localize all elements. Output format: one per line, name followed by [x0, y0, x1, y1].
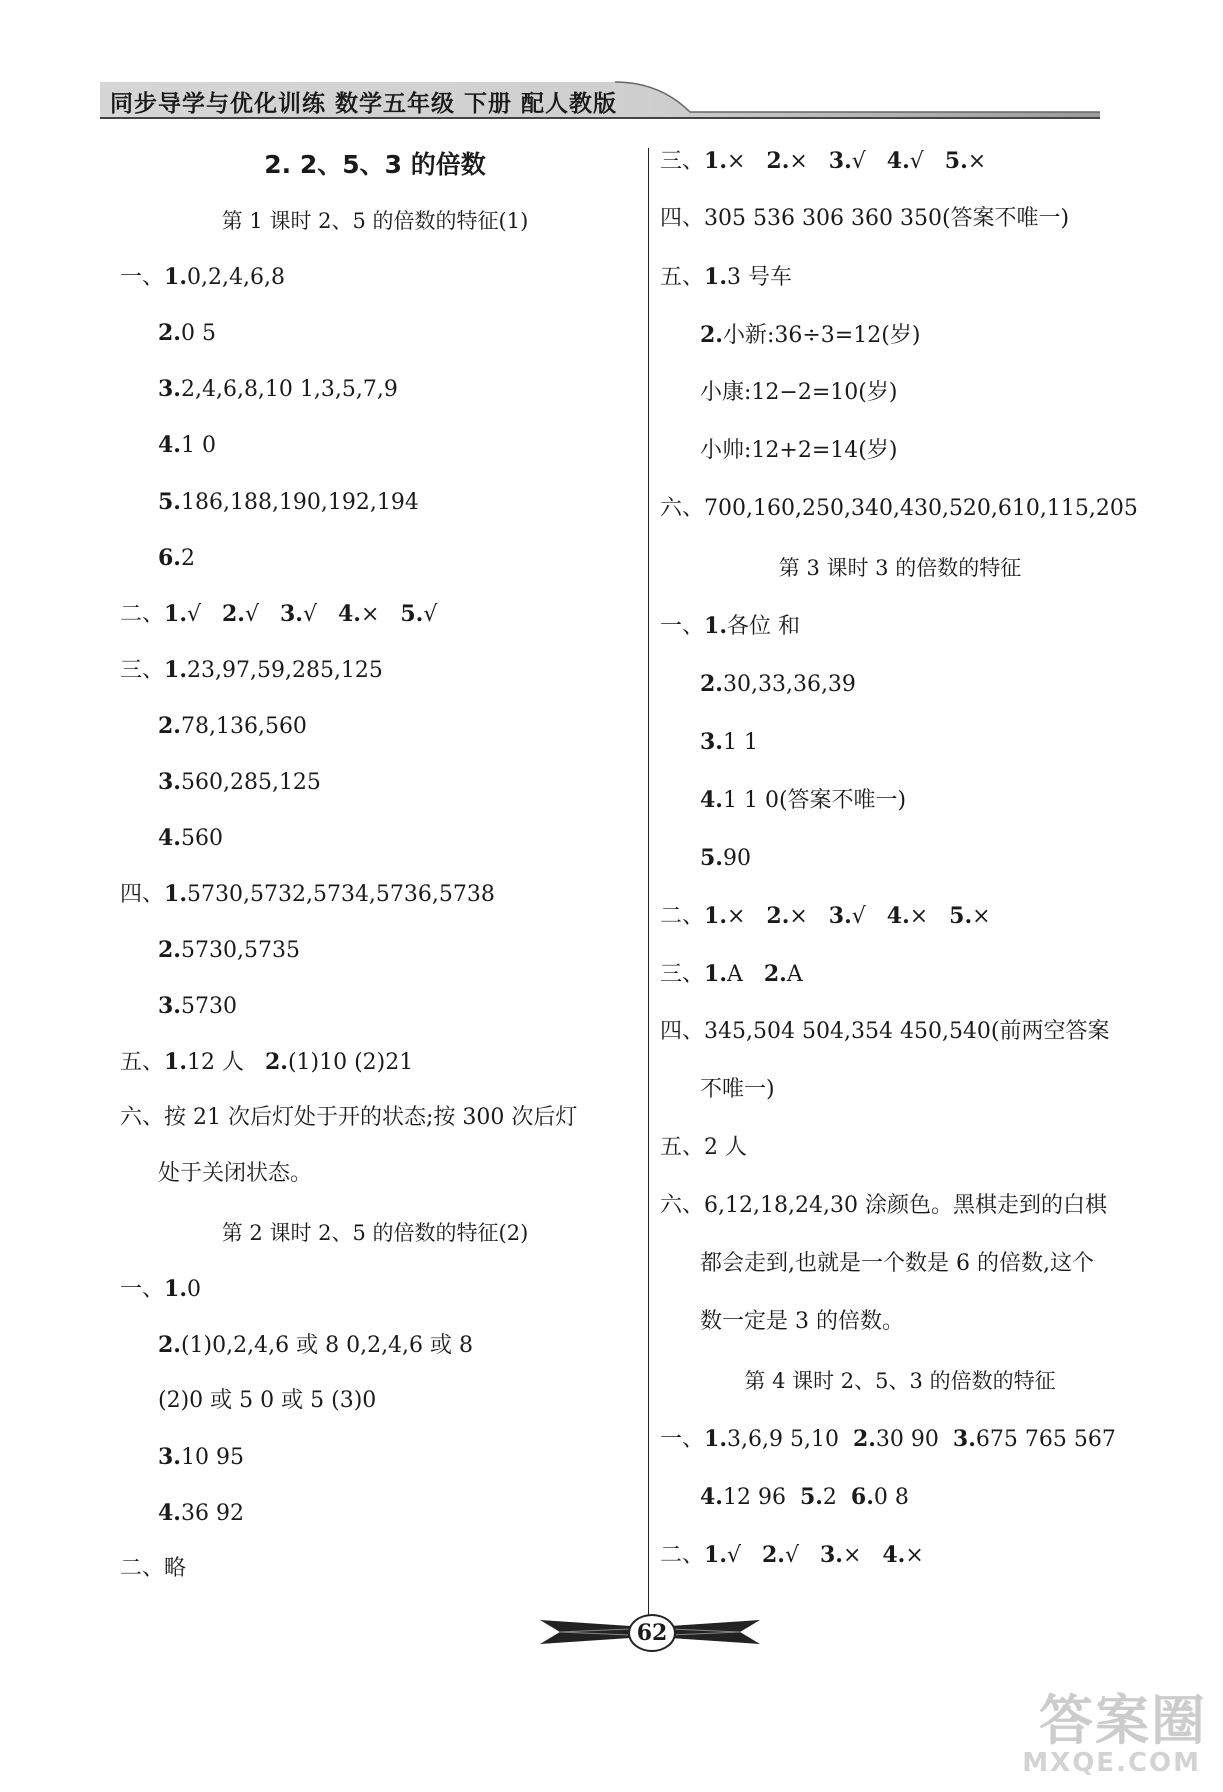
answer-line	[700, 320, 920, 351]
item-number: 2.	[158, 320, 181, 346]
answer-line	[158, 823, 223, 854]
answer-line	[660, 494, 1138, 524]
item-number: 1.	[164, 1049, 187, 1075]
item-number: 2.	[763, 961, 787, 987]
section-marker: 五、	[120, 1050, 165, 1075]
item-number: 5.	[158, 489, 181, 515]
answer-line	[660, 146, 986, 177]
answer-text: 30 90	[875, 1427, 939, 1452]
item-number: 4.	[700, 787, 723, 813]
item-number: 1.	[704, 264, 727, 290]
item-number: 6.	[158, 545, 181, 571]
item-number: 1.	[704, 903, 727, 929]
item-number: 2.	[762, 1542, 785, 1568]
answer-line	[660, 611, 800, 642]
lesson-1-title: 第 1 课时 2、5 的倍数的特征(1)	[221, 209, 529, 233]
answer-text: 数一定是 3 的倍数。	[700, 1309, 904, 1334]
item-number: 3.	[828, 903, 852, 929]
answer-text: 700,160,250,340,430,520,610,115,205	[704, 496, 1138, 521]
item-number: 2.	[700, 671, 723, 697]
item-number: 1.	[704, 148, 727, 174]
item-number: 2.	[264, 1049, 288, 1075]
answer-text: 略	[164, 1556, 187, 1581]
answer-line	[120, 1274, 201, 1305]
answer-text: 小新:36÷3=12(岁)	[722, 323, 921, 348]
answer-text: 1 1 0(答案不唯一)	[722, 788, 907, 813]
item-number: 4.	[886, 148, 910, 174]
answer-line	[660, 1191, 1107, 1221]
item-number: 4.	[158, 1500, 181, 1526]
answer-line	[158, 1330, 473, 1361]
lesson-4-title: 第 4 课时 2、5、3 的倍数的特征	[744, 1369, 1056, 1393]
answer-text: 12 96	[722, 1485, 786, 1510]
answer-mark: A	[726, 962, 743, 987]
item-number: 3.	[828, 148, 852, 174]
answer-mark: √	[726, 1543, 742, 1568]
answer-line	[700, 785, 906, 816]
answer-mark: √	[851, 904, 866, 929]
watermark-url: MXQE.COM	[1022, 1748, 1201, 1778]
column-divider	[648, 148, 649, 1626]
section-marker: 三、	[120, 658, 165, 683]
answer-text: 都会走到,也就是一个数是 6 的倍数,这个	[700, 1251, 1094, 1276]
answer-line	[158, 487, 419, 518]
item-number: 1.	[704, 961, 727, 987]
answer-text: 2,4,6,8,10 1,3,5,7,9	[180, 377, 398, 402]
answer-line	[700, 1482, 909, 1513]
answer-line	[700, 1307, 904, 1337]
answer-line	[158, 1498, 244, 1529]
item-number: 2.	[158, 713, 181, 739]
answer-text: 0	[186, 1277, 201, 1302]
answer-line	[120, 655, 383, 686]
item-number: 1.	[704, 613, 727, 639]
answer-line	[158, 374, 398, 405]
section-marker: 五、	[660, 1135, 705, 1160]
answer-mark: √	[909, 149, 924, 174]
item-number: 4.	[886, 903, 910, 929]
item-number: 4.	[700, 1484, 723, 1510]
answer-text: (2)0 或 5 0 或 5 (3)0	[158, 1388, 377, 1413]
answer-mark: ×	[842, 1543, 862, 1568]
item-number: 5.	[944, 148, 968, 174]
page-number-ornament	[540, 1612, 760, 1652]
answer-line	[660, 901, 991, 932]
answer-line	[660, 204, 1069, 234]
answer-mark: √	[784, 1543, 799, 1568]
answer-line	[700, 1075, 775, 1105]
section-marker: 二、	[660, 1543, 705, 1568]
answer-mark: √	[423, 602, 438, 627]
answer-text: 305 536 306 360 350(答案不唯一)	[704, 206, 1070, 231]
item-number: 1.	[164, 657, 187, 683]
item-number: 1.	[164, 601, 187, 627]
section-marker: 四、	[660, 206, 705, 231]
section-marker: 一、	[120, 1277, 165, 1302]
item-number: 3.	[279, 601, 303, 627]
answer-mark: ×	[726, 149, 746, 174]
item-number: 6.	[850, 1484, 874, 1510]
answer-mark: √	[186, 602, 202, 627]
answer-text: 675 765 567	[975, 1427, 1116, 1452]
answer-text: 560	[180, 826, 223, 851]
answer-line	[660, 1017, 1110, 1047]
item-number: 3.	[700, 729, 723, 755]
item-number: 2.	[700, 322, 723, 348]
answer-text: (1)10 (2)21	[287, 1050, 414, 1075]
section-marker: 二、	[660, 904, 705, 929]
item-number: 4.	[882, 1542, 906, 1568]
section-marker: 六、	[660, 1193, 705, 1218]
watermark-logo-text: 答案圈	[1039, 1689, 1207, 1752]
answer-mark: ×	[360, 602, 380, 627]
answer-text: 3,6,9 5,10	[726, 1427, 839, 1452]
item-number: 2.	[222, 601, 245, 627]
answer-line	[158, 1442, 244, 1473]
answer-text: 186,188,190,192,194	[180, 490, 419, 515]
item-number: 1.	[704, 1426, 727, 1452]
section-marker: 二、	[120, 602, 165, 627]
answer-text: (1)0,2,4,6 或 8 0,2,4,6 或 8	[180, 1333, 474, 1358]
section-marker: 一、	[660, 1427, 705, 1452]
item-number: 3.	[952, 1426, 976, 1452]
item-number: 5.	[700, 845, 723, 871]
answer-line	[660, 959, 803, 990]
item-number: 2.	[766, 148, 790, 174]
answer-text: 6,12,18,24,30 涂颜色。黑棋走到的白棋	[704, 1193, 1107, 1218]
answer-line	[158, 1386, 376, 1416]
item-number: 2.	[852, 1426, 876, 1452]
section-marker: 三、	[660, 962, 705, 987]
section-marker: 五、	[660, 265, 705, 290]
answer-line	[158, 711, 307, 742]
answer-line	[120, 599, 437, 630]
lesson-2-title: 第 2 课时 2、5 的倍数的特征(2)	[221, 1221, 529, 1245]
answer-text: 2	[180, 546, 195, 571]
answer-text: 560,285,125	[180, 770, 321, 795]
answer-line	[700, 727, 758, 758]
item-number: 3.	[819, 1542, 843, 1568]
answer-text: 小康:12−2=10(岁)	[700, 380, 898, 405]
item-number: 4.	[158, 432, 181, 458]
answer-line	[120, 262, 285, 293]
answer-mark: ×	[967, 149, 987, 174]
answer-text: 90	[722, 846, 751, 871]
answer-mark: ×	[972, 904, 991, 929]
answer-line	[158, 318, 216, 349]
answer-text: 0 8	[873, 1485, 909, 1510]
answer-text: 5730	[180, 994, 237, 1019]
answer-line	[700, 669, 856, 700]
item-number: 5.	[400, 601, 424, 627]
section-marker: 四、	[660, 1019, 705, 1044]
answer-text: 78,136,560	[180, 714, 307, 739]
answer-text: 12 人	[186, 1050, 244, 1075]
lesson-3-title: 第 3 课时 3 的倍数的特征	[778, 556, 1022, 580]
answer-text: 1 1	[722, 730, 758, 755]
answer-line	[120, 879, 495, 910]
answer-line	[158, 991, 237, 1022]
answer-text: 0 5	[180, 321, 216, 346]
section-marker: 一、	[660, 614, 705, 639]
answer-mark: ×	[726, 904, 746, 929]
answer-mark: √	[302, 602, 317, 627]
answer-line	[158, 935, 300, 966]
answer-line	[700, 378, 897, 408]
answer-line	[700, 436, 897, 466]
answer-text: 小帅:12+2=14(岁)	[700, 438, 898, 463]
answer-line	[700, 843, 751, 874]
item-number: 3.	[158, 376, 181, 402]
answer-line	[700, 1249, 1094, 1279]
answer-line	[660, 262, 792, 293]
answer-line	[120, 1103, 577, 1133]
item-number: 5.	[799, 1484, 823, 1510]
answer-line	[660, 1424, 1116, 1455]
answer-mark: ×	[909, 904, 929, 929]
answer-line	[660, 1540, 924, 1571]
item-number: 1.	[704, 1542, 727, 1568]
answer-line	[158, 543, 195, 574]
answer-line	[120, 1047, 413, 1078]
answer-text: 各位 和	[726, 614, 800, 639]
item-number: 4.	[337, 601, 361, 627]
item-number: 3.	[158, 993, 181, 1019]
answer-line	[158, 1159, 312, 1189]
answer-mark: √	[244, 602, 259, 627]
item-number: 3.	[158, 1444, 181, 1470]
answer-text: 3 号车	[726, 265, 792, 290]
item-number: 3.	[158, 769, 181, 795]
answer-line	[158, 767, 321, 798]
answer-text: 不唯一)	[700, 1077, 775, 1102]
section-marker: 六、	[120, 1105, 165, 1130]
answer-text: 5730,5732,5734,5736,5738	[186, 882, 495, 907]
item-number: 1.	[164, 881, 187, 907]
item-number: 2.	[158, 937, 181, 963]
answer-text: 0,2,4,6,8	[186, 265, 285, 290]
section-heading: 2. 2、5、3 的倍数	[264, 150, 486, 179]
answer-text: 1 0	[180, 433, 216, 458]
answer-text: 30,33,36,39	[722, 672, 856, 697]
section-marker: 二、	[120, 1556, 165, 1581]
answer-mark: ×	[789, 904, 808, 929]
answer-text: 36 92	[180, 1501, 244, 1526]
watermark	[1022, 1678, 1207, 1778]
answer-text: 345,504 504,354 450,540(前两空答案	[704, 1019, 1110, 1044]
answer-line	[158, 430, 216, 461]
item-number: 2.	[158, 1332, 181, 1358]
item-number: 1.	[164, 264, 187, 290]
header-title: 同步导学与优化训练 数学五年级 下册 配人教版	[110, 91, 618, 117]
item-number: 5.	[949, 903, 973, 929]
answer-mark: √	[851, 149, 866, 174]
answer-text: 5730,5735	[180, 938, 300, 963]
item-number: 2.	[766, 903, 790, 929]
answer-line	[120, 1554, 186, 1584]
answer-text: 23,97,59,285,125	[186, 658, 383, 683]
section-marker: 三、	[660, 149, 705, 174]
answer-text: 按 21 次后灯处于开的状态;按 300 次后灯	[164, 1105, 578, 1130]
page-number: 62	[628, 1614, 676, 1652]
answer-text: 2	[822, 1485, 837, 1510]
section-marker: 六、	[660, 496, 705, 521]
answer-line	[660, 1133, 747, 1163]
answer-text: 2 人	[704, 1135, 748, 1160]
answer-mark: ×	[905, 1543, 924, 1568]
section-marker: 四、	[120, 882, 165, 907]
answer-mark: A	[786, 962, 803, 987]
item-number: 4.	[158, 825, 181, 851]
item-number: 1.	[164, 1276, 187, 1302]
answer-text: 处于关闭状态。	[158, 1161, 313, 1186]
section-marker: 一、	[120, 265, 165, 290]
answer-mark: ×	[789, 149, 808, 174]
answer-text: 10 95	[180, 1445, 244, 1470]
